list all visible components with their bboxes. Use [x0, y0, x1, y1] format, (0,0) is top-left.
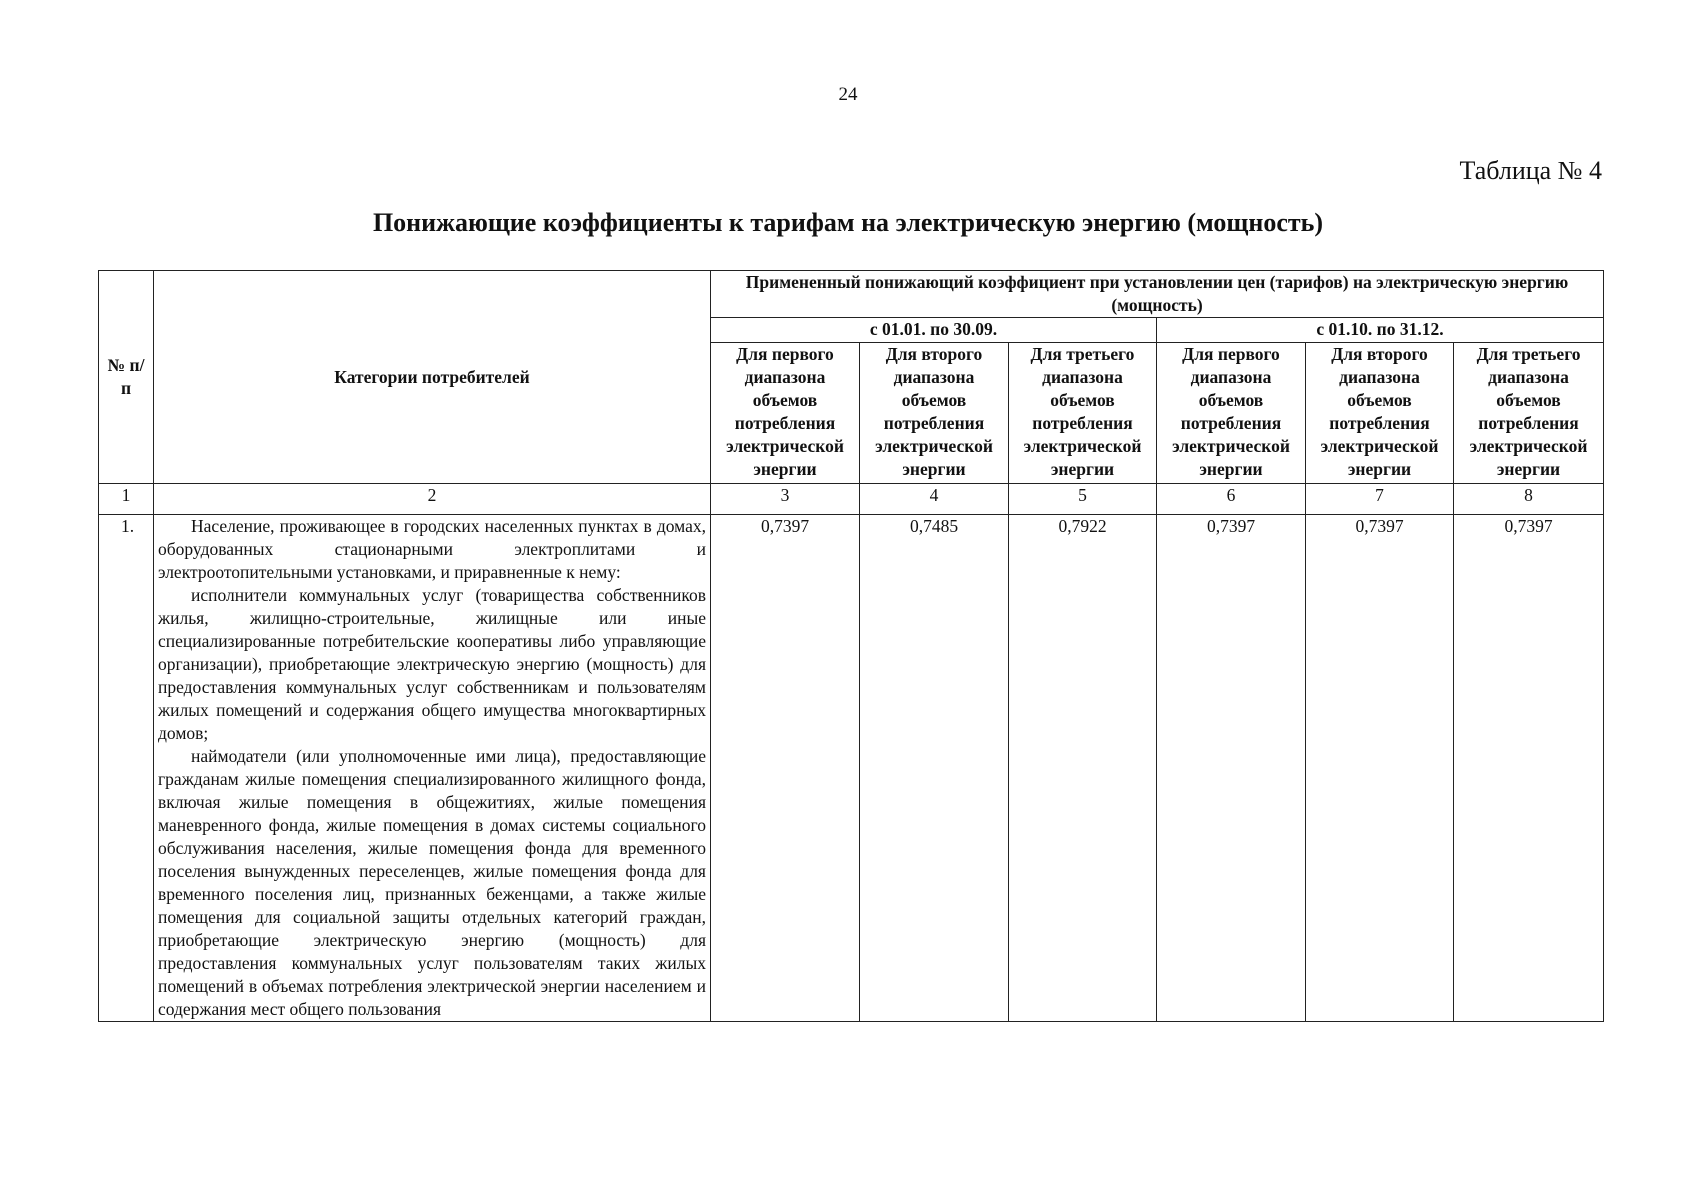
coefficients-table [98, 270, 1604, 1022]
category-paragraph: наймодатели (или уполномоченные ими лица), предоставляющие гражданам жилые помещения специализированного жилищного фонда, включая жилые помещения в общежитиях, жилые помещения маневренного фонда, жилые помещения в домах системы социального обслуживания населения, жилые помещения фонда для временного поселения вынужденных переселенцев, жилые помещения фонда для временного поселения лиц, признанных беженцами, а также жилые помещения для социальной защиты отдельных категорий граждан, приобретающие электрическую энергию (мощность) для предоставления коммунальных услуг пользователям таких жилых помещений в объемах потребления электрической энергии населением и содержания мест общего пользования [158, 746, 706, 1019]
table-label: Таблица № 4 [1459, 156, 1602, 185]
header-range-4: Для первого диапазона объемов потребления электрической энергии [1157, 343, 1306, 484]
header-range-6: Для третьего диапазона объемов потребления электрической энергии [1454, 343, 1604, 484]
column-number: 4 [860, 484, 1009, 515]
header-range-3: Для третьего диапазона объемов потребления электрической энергии [1009, 343, 1157, 484]
header-category: Категории потребителей [154, 271, 711, 484]
column-number: 6 [1157, 484, 1306, 515]
header-range-2: Для второго диапазона объемов потребления электрической энергии [860, 343, 1009, 484]
header-period-2: с 01.10. по 31.12. [1157, 318, 1604, 343]
coefficient-value: 0,7922 [1009, 515, 1157, 1022]
table-row [99, 515, 1604, 1022]
category-description [154, 515, 711, 1022]
column-number: 1 [99, 484, 154, 515]
page-number: 24 [838, 84, 858, 105]
row-index: 1. [99, 515, 154, 1022]
column-number: 8 [1454, 484, 1604, 515]
column-number: 5 [1009, 484, 1157, 515]
coefficient-value: 0,7397 [1454, 515, 1604, 1022]
column-number: 2 [154, 484, 711, 515]
header-range-1: Для первого диапазона объемов потребления электрической энергии [711, 343, 860, 484]
header-row-applied [99, 271, 1604, 318]
category-paragraph: Население, проживающее в городских населенных пунктах в домах, оборудованных стационарными электроплитами и электроотопительными установками, и приравненные к нему: [158, 516, 706, 582]
column-number: 3 [711, 484, 860, 515]
coefficient-value: 0,7397 [1157, 515, 1306, 1022]
header-row-number: № п/п [99, 271, 154, 484]
document-title: Понижающие коэффициенты к тарифам на электрическую энергию (мощность) [372, 208, 1324, 237]
coefficient-value: 0,7397 [1306, 515, 1454, 1022]
coefficient-value: 0,7485 [860, 515, 1009, 1022]
coefficient-value: 0,7397 [711, 515, 860, 1022]
column-numbers-row [99, 484, 1604, 515]
header-period-1: с 01.01. по 30.09. [711, 318, 1157, 343]
category-paragraph: исполнители коммунальных услуг (товарищества собственников жилья, жилищно-строительные, жилищные или иные специализированные потребительские кооперативы либо управляющие организации), приобретающие электрическую энергию (мощность) для предоставления коммунальных услуг собственникам и пользователям жилых помещений и содержания общего имущества многоквартирных домов; [158, 585, 706, 743]
header-applied-coefficient: Примененный понижающий коэффициент при установлении цен (тарифов) на электрическую энергию (мощность) [711, 271, 1604, 318]
header-range-5: Для второго диапазона объемов потребления электрической энергии [1306, 343, 1454, 484]
column-number: 7 [1306, 484, 1454, 515]
